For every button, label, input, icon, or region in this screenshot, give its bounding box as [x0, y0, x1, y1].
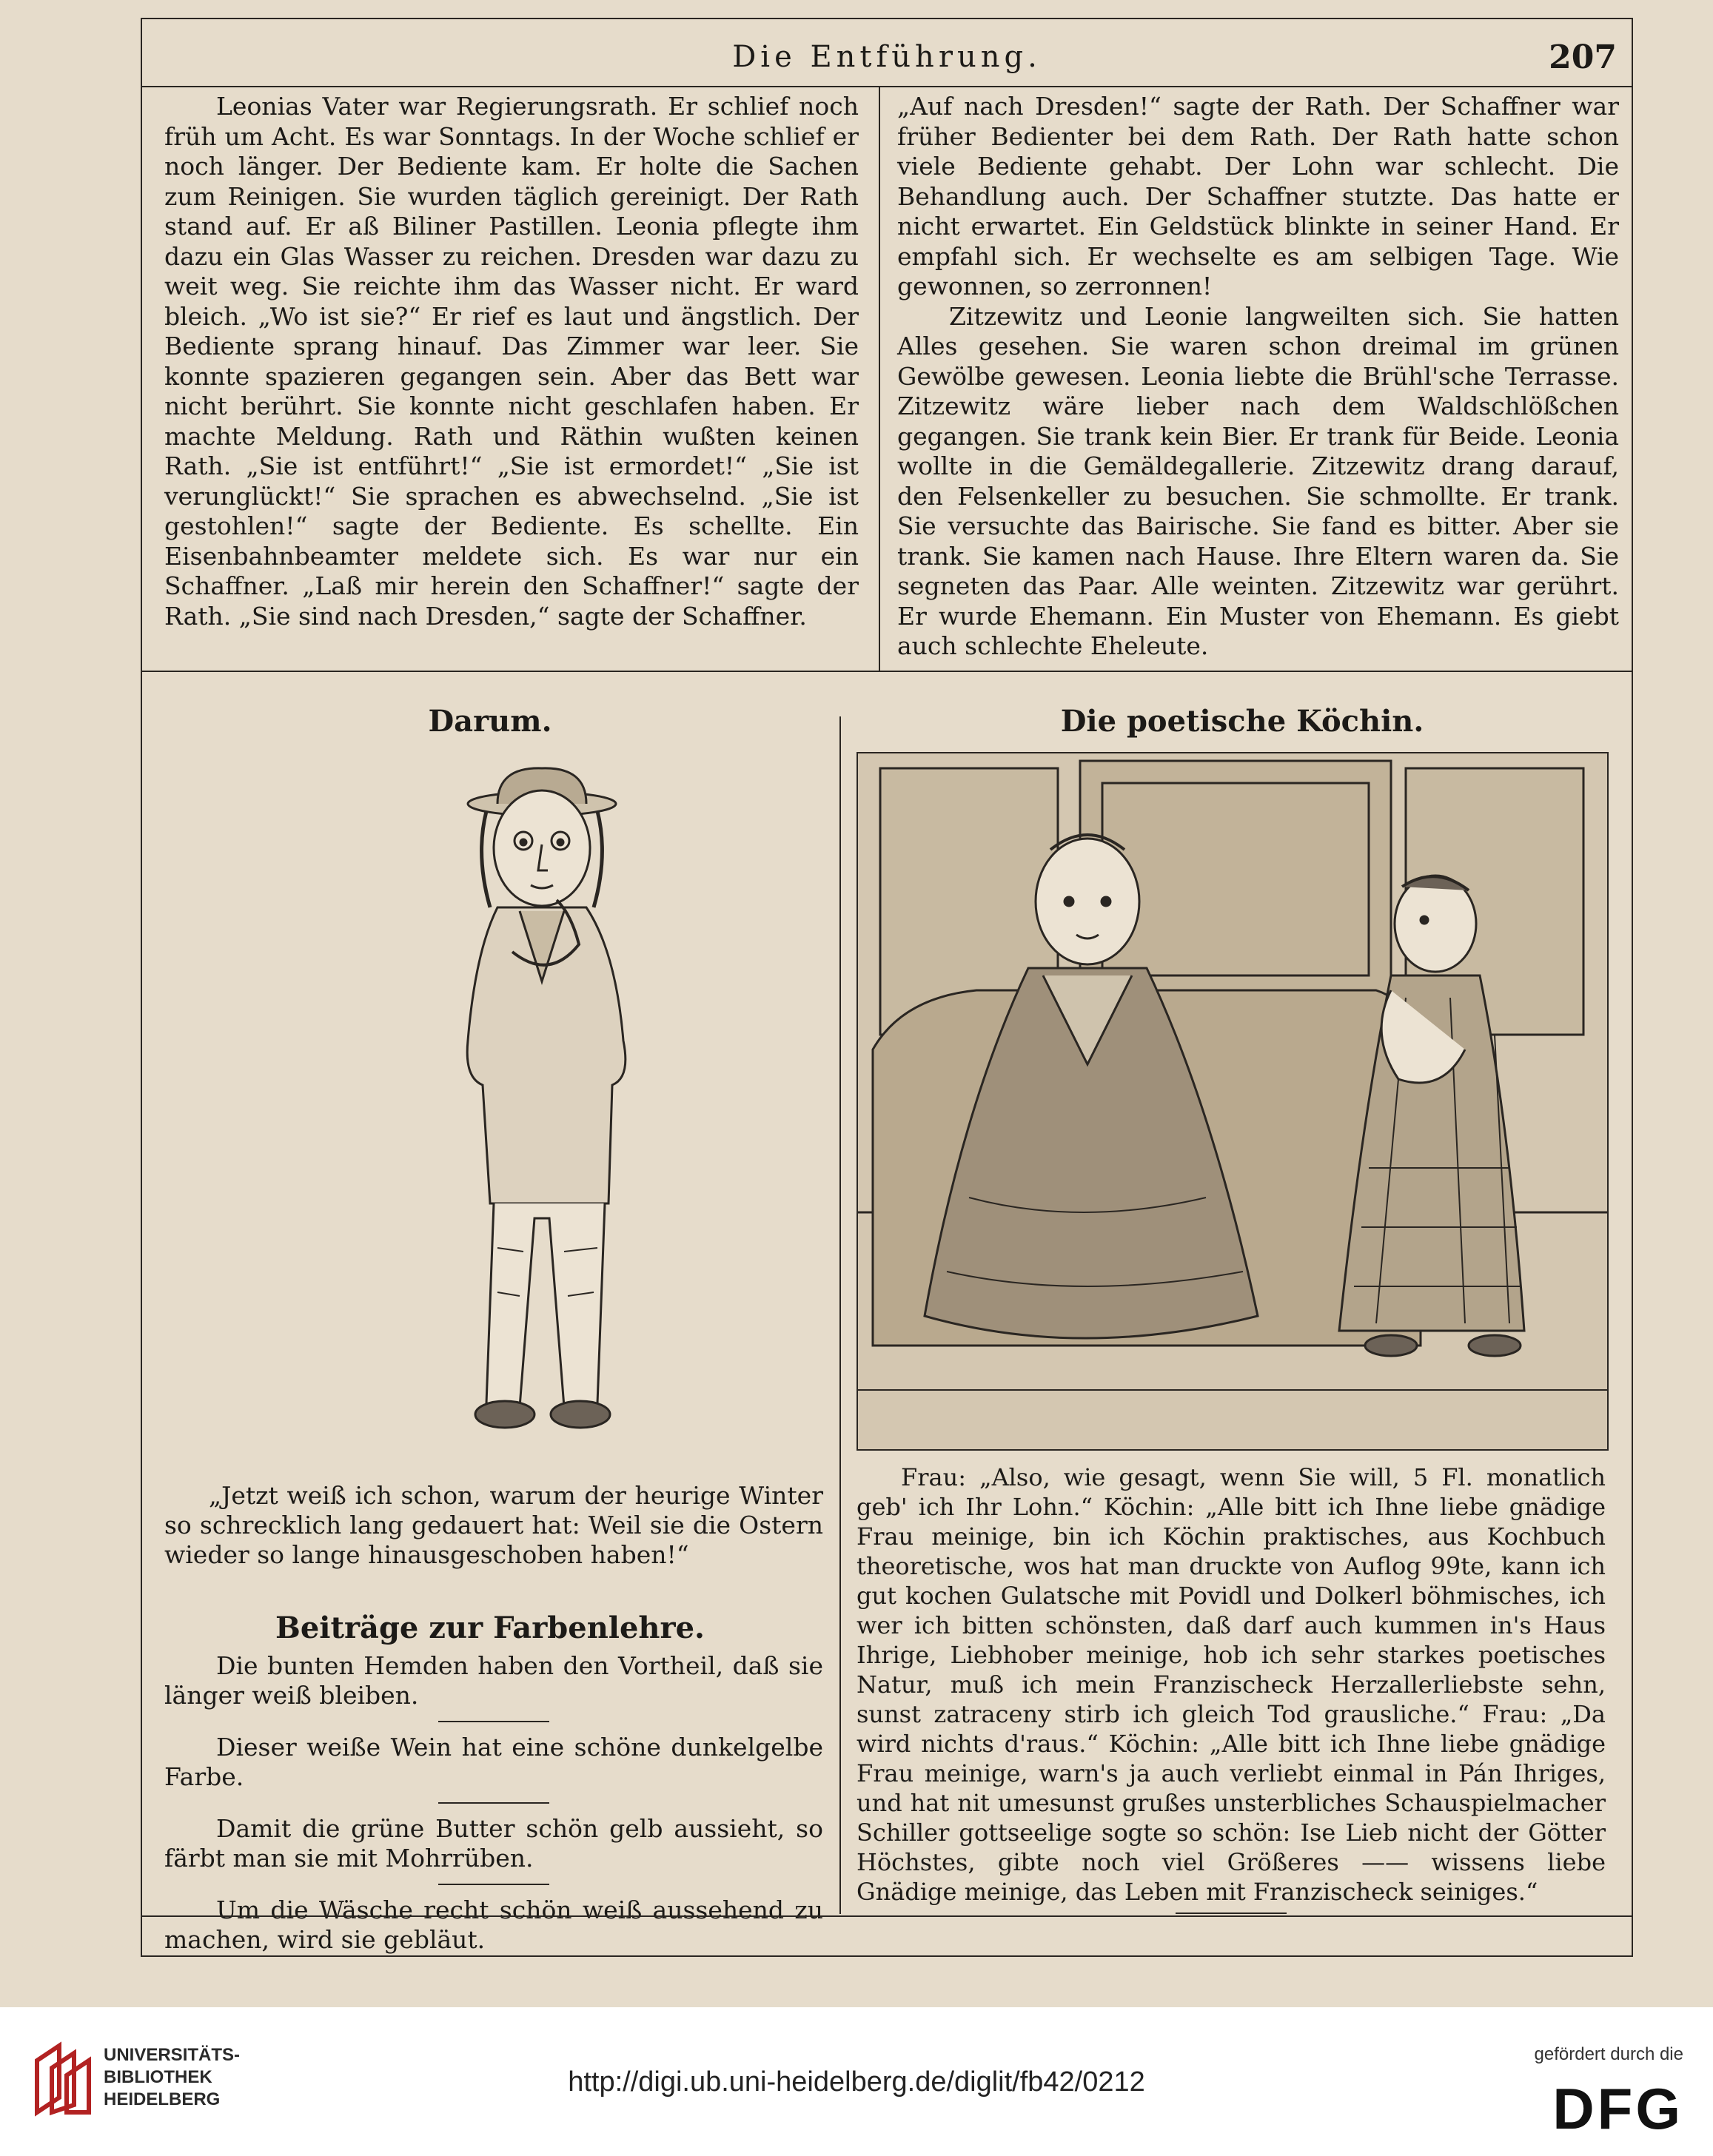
library-name-line: UNIVERSITÄTS-	[104, 2045, 241, 2065]
story-paragraph: Zitzewitz und Leonie langweilten sich. Sie hatten Alles gesehen. Sie waren schon dreimal im grünen Gewölbe gewesen. Leonia liebte die Brühl'sche Terrasse. Zitzewitz wäre lieber nach dem Waldschlößchen gegangen. Sie trank kein Bier. Er trank für Beide. Leonia wollte in die Gemäldegallerie. Zitzewitz drang darauf, den Felsenkeller zu besuchen. Sie schmollte. Er trank. Sie versuchte das Bairische. Sie fand es bitter. Aber sie trank. Sie kamen nach Hause. Ihre Eltern waren da. Sie segneten das Paar. Alle weinten. Zitzewitz war gerührt. Er wurde Ehemann. Ein Muster von Ehemann. Es giebt auch schlechte Eheleute.	[897, 301, 1619, 660]
section-rule	[142, 671, 1632, 672]
page-frame	[141, 18, 1633, 1957]
story-column-left	[164, 92, 859, 631]
page-number: 207	[1549, 38, 1617, 76]
permalink-url[interactable]: http://digi.ub.uni-heidelberg.de/diglit/fb42/0212	[568, 2066, 1145, 2098]
separator-rule	[438, 1802, 549, 1804]
story-paragraph: „Auf nach Dresden!“ sagte der Rath. Der Schaffner war früher Bedienter bei dem Rath. Der Rath hatte schon viele Bediente gehabt. Der Lohn war schlecht. Die Behandlung auch. Der Schaffner stutzte. Das hatte er nicht erwartet. Ein Geldstück blinkte in seiner Hand. Er empfahl sich. Er wechselte es am selbigen Tage. Wie gewonnen, so zerronnen!	[897, 92, 1619, 300]
column-divider-top	[879, 87, 880, 671]
library-name-line: HEIDELBERG	[104, 2089, 221, 2109]
running-title: Die Entführung.	[732, 40, 1042, 74]
digitization-footer	[0, 2007, 1713, 2156]
footer-rule	[142, 1915, 1632, 1917]
darum-caption-text: „Jetzt weiß ich schon, warum der heurige Winter so schrecklich lang gedauert hat: Weil sie die Ostern wieder so lange hinausgeschoben haben!“	[164, 1481, 823, 1569]
darum-heading: Darum.	[428, 704, 552, 739]
koechin-dialogue-text: Frau: „Also, wie gesagt, wenn Sie will, 5 Fl. monatlich geb' ich Ihr Lohn.“ Köchin: „Alle bitt ich Ihne liebe gnädige Frau meinige, bin ich Köchin praktisches, aus Kochbuch theoretische, wos hat man druckte von Auflog 99te, kann ich gut kochen Gulatsche mit Povidl und Dolkerl böhmisches, ich wer ich bitten schönsten, daß darf auch kummen in's Haus Ihrige, Liebhober meinige, hob ich sehr starkes poetisches Natur, muß ich mein Franzischeck Herzallerliebste sehn, sunst zatraceny stirb ich gleich Tod grausliche.“ Frau: „Da wird nichts d'raus.“ Köchin: „Alle bitt ich Ihne liebe gnädige Frau meinige, warn's ja auch verliebt einmal in Pán Ihriges, und hat nit umesunst grußes unsterbliches Schauspielmacher Schiller gottseelige sogte so schön: Ise Lieb nicht der Götter Höchstes, gibte noch viel Größeres —— wissens liebe Gnädige meinige, das Leben mit Franzischeck seiniges.“	[856, 1463, 1606, 1906]
farbenlehre-item: Damit die grüne Butter schön gelb aussieht, so färbt man sie mit Mohrrüben.	[164, 1814, 823, 1873]
library-name-line: BIBLIOTHEK	[104, 2067, 212, 2087]
farbenlehre-heading: Beiträge zur Farbenlehre.	[275, 1611, 705, 1645]
koechin-dialogue	[856, 1462, 1606, 1914]
farbenlehre-item: Dieser weiße Wein hat eine schöne dunkelgelbe Farbe.	[164, 1733, 823, 1791]
koechin-heading: Die poetische Köchin.	[1060, 704, 1424, 739]
column-divider-bottom	[839, 716, 841, 1914]
farbenlehre-item: Um die Wäsche recht schön weiß aussehend zu machen, wird sie gebläut.	[164, 1895, 823, 1954]
darum-caption	[164, 1481, 823, 1570]
separator-rule	[438, 1721, 549, 1722]
header-rule	[142, 86, 1632, 87]
story-column-right	[897, 92, 1619, 662]
separator-rule	[438, 1884, 549, 1885]
funding-label: gefördert durch die	[1534, 2044, 1683, 2064]
end-rule	[1176, 1912, 1287, 1914]
farbenlehre-section	[164, 1651, 823, 1965]
koechin-illustration	[856, 752, 1609, 1451]
farbenlehre-item: Die bunten Hemden haben den Vortheil, daß sie länger weiß bleiben.	[164, 1651, 823, 1710]
man-illustration	[386, 759, 697, 1462]
dfg-logo: DFG	[1552, 2076, 1683, 2141]
story-paragraph: Leonias Vater war Regierungsrath. Er schlief noch früh um Acht. Es war Sonntags. In der Woche schlief er noch länger. Der Bediente kam. Er holte die Sachen zum Reinigen. Sie wurden täglich gereinigt. Der Rath stand auf. Er aß Biliner Pastillen. Leonia pflegte ihm dazu ein Glas Wasser zu reichen. Dresden war dazu zu weit weg. Sie reichte ihm das Wasser nicht. Er ward bleich. „Wo ist sie?“ Er rief es laut und ängstlich. Der Bediente sprang hinauf. Das Zimmer war leer. Sie konnte spazieren gegangen sein. Aber das Bett war nicht berührt. Sie konnte nicht geschlafen haben. Er machte Meldung. Rath und Räthin wußten keinen Rath. „Sie ist entführt!“ „Sie ist ermordet!“ „Sie ist verunglückt!“ Sie sprachen es abwechselnd. „Sie ist gestohlen!“ sagte der Bediente. Es schellte. Ein Eisenbahnbeamter meldete sich. Es war nur ein Schaffner. „Laß mir herein den Schaffner!“ sagte der Rath. „Sie sind nach Dresden,“ sagte der Schaffner.	[164, 92, 859, 631]
